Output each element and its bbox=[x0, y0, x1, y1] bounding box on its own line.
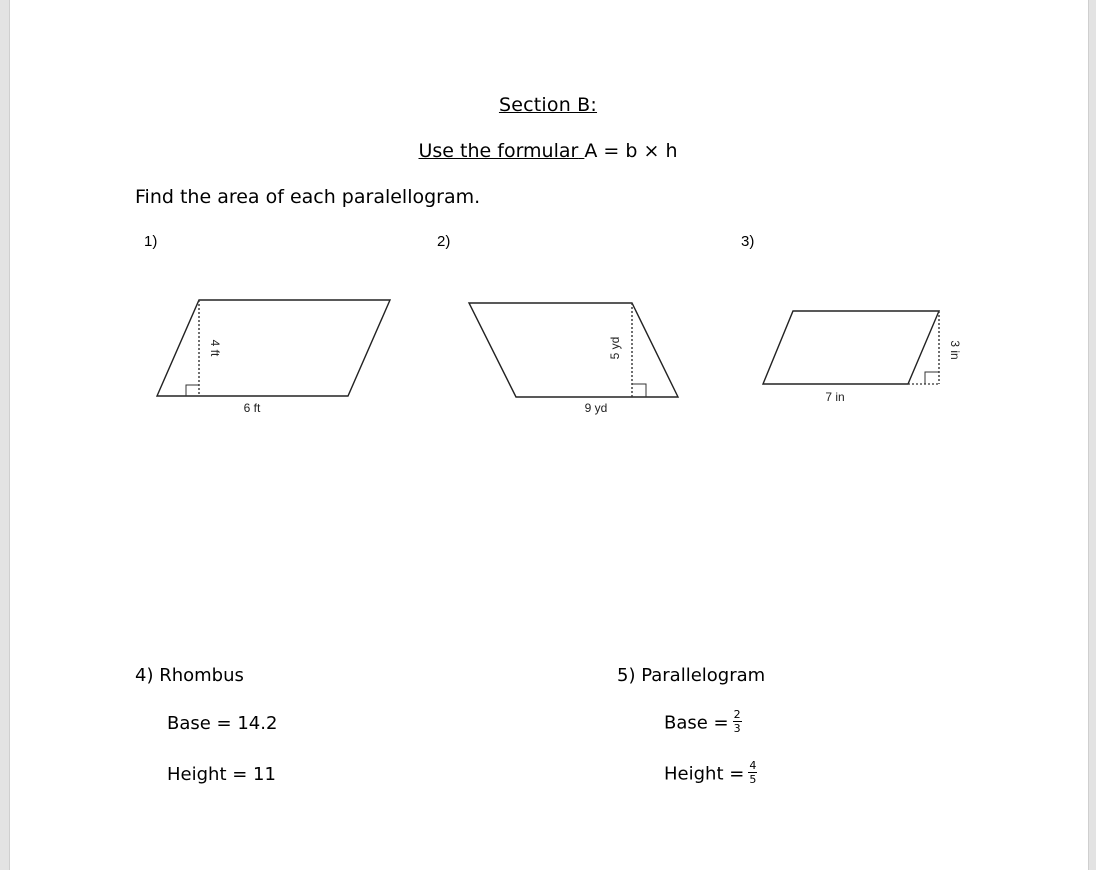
problem-5-base bbox=[664, 708, 742, 736]
right-angle-mark-1 bbox=[186, 385, 199, 396]
parallelogram-3 bbox=[763, 311, 939, 384]
parallelogram-1 bbox=[157, 300, 390, 396]
problem-4-height: Height = 11 bbox=[167, 764, 276, 785]
height-fraction-denominator: 5 bbox=[749, 773, 757, 786]
problem-5-height-prefix: Height = bbox=[664, 763, 745, 785]
height-label-2: 5 yd bbox=[608, 336, 622, 360]
base-label-1: 6 ft bbox=[243, 401, 261, 415]
base-fraction-numerator: 2 bbox=[733, 708, 741, 721]
base-fraction bbox=[733, 709, 742, 734]
instruction-text: Find the area of each paralellogram. bbox=[135, 186, 481, 208]
problem-5-height bbox=[664, 759, 757, 787]
question-number-1: 1) bbox=[144, 233, 158, 250]
problem-4-base: Base = 14.2 bbox=[167, 713, 278, 734]
figure-3 bbox=[763, 311, 962, 404]
question-number-3: 3) bbox=[741, 233, 755, 250]
parallelogram-2 bbox=[469, 303, 678, 397]
right-angle-mark-2 bbox=[632, 384, 646, 397]
problem-5-heading: 5) Parallelogram bbox=[617, 665, 766, 686]
right-angle-mark-3 bbox=[925, 372, 939, 384]
base-fraction-denominator: 3 bbox=[733, 722, 741, 735]
figure-1 bbox=[157, 300, 390, 415]
height-label-3: 3 in bbox=[948, 340, 962, 360]
formula-label: Use the formular bbox=[418, 140, 579, 162]
height-fraction-numerator: 4 bbox=[749, 759, 757, 772]
base-label-3: 7 in bbox=[825, 390, 845, 404]
figure-2 bbox=[469, 303, 678, 415]
question-number-2: 2) bbox=[437, 233, 451, 250]
section-title: Section B: bbox=[498, 94, 598, 116]
height-fraction bbox=[748, 760, 757, 785]
problem-4-heading: 4) Rhombus bbox=[135, 665, 244, 686]
formula: A = b × h bbox=[584, 140, 678, 162]
base-label-2: 9 yd bbox=[584, 401, 608, 415]
problem-5-base-prefix: Base = bbox=[664, 712, 729, 734]
height-label-1: 4 ft bbox=[208, 339, 222, 357]
